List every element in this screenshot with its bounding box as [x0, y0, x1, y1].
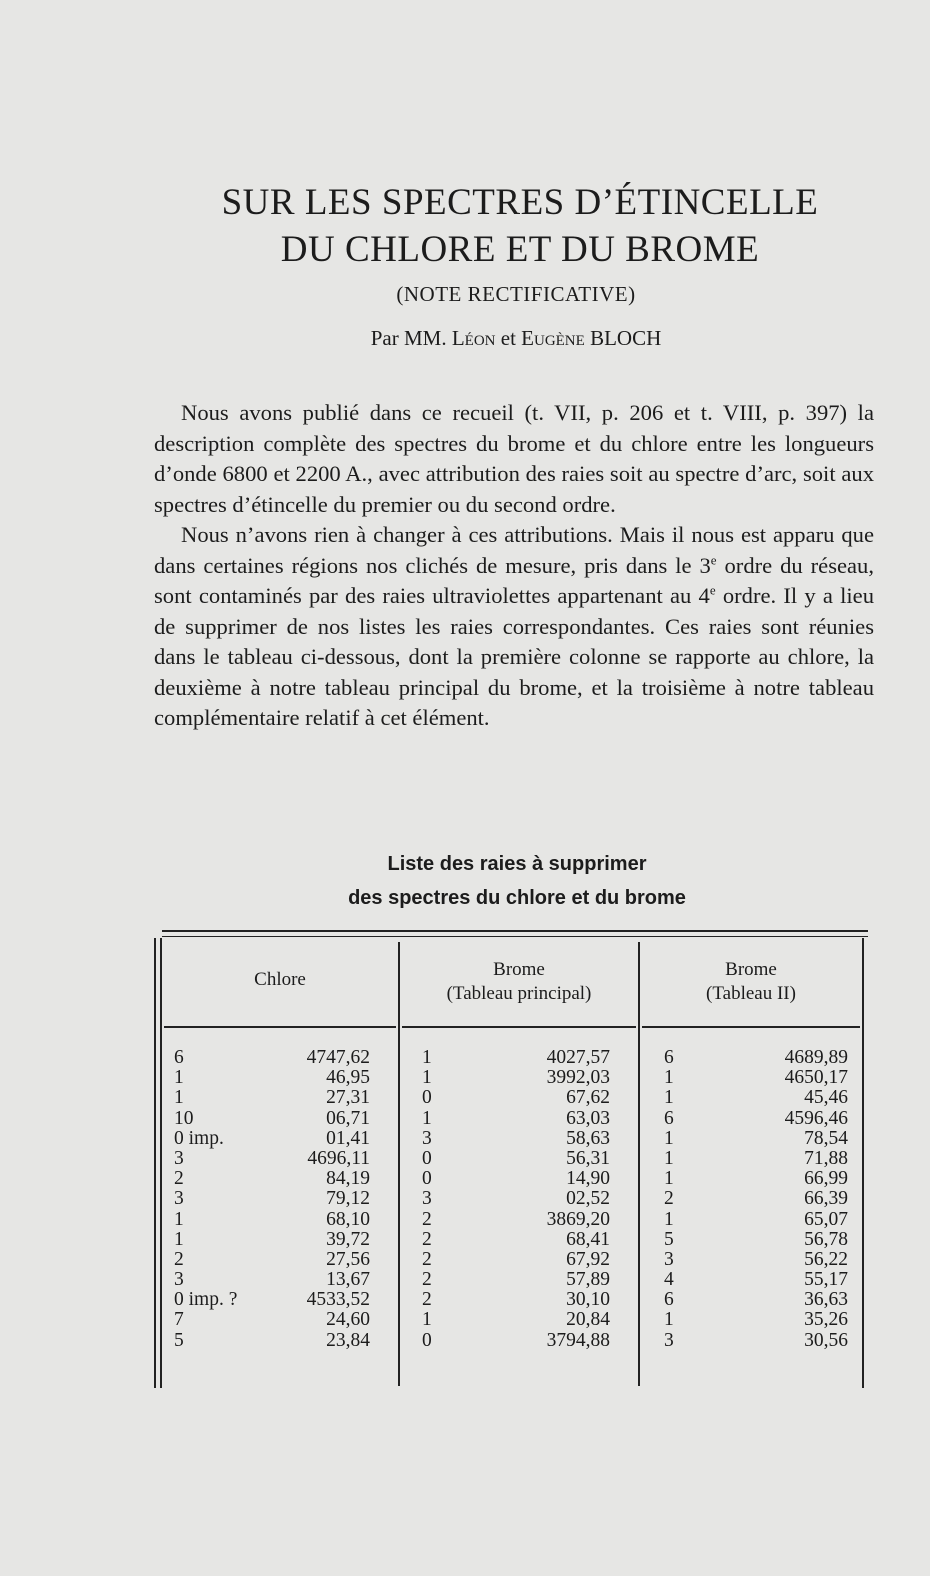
brome-ii-wavelength: 56,78 — [804, 1228, 848, 1250]
brome-principal-intensity: 0 — [422, 1168, 432, 1190]
header-rule — [642, 1026, 860, 1028]
brome-ii-intensity: 6 — [664, 1047, 674, 1068]
chlore-intensity: 2 — [174, 1248, 184, 1270]
subtitle: (NOTE RECTIFICATIVE) — [396, 282, 636, 306]
table-caption-line-1: Liste des raies à supprimer — [387, 853, 647, 875]
column-header-brome-tableau-ii-line-1: Brome — [725, 959, 777, 980]
chlore-wavelength: 06,71 — [326, 1107, 370, 1129]
body-text — [154, 398, 874, 734]
brome-ii-wavelength: 30,56 — [804, 1329, 848, 1351]
brome-principal-wavelength: 14,90 — [566, 1168, 610, 1190]
brome-ii-intensity: 1 — [664, 1168, 674, 1190]
brome-ii-intensity: 2 — [664, 1188, 674, 1210]
table-row — [152, 1290, 868, 1310]
header-rule — [402, 1026, 636, 1028]
brome-ii-intensity: 1 — [664, 1127, 674, 1149]
brome-principal-wavelength: 3869,20 — [546, 1208, 610, 1230]
brome-ii-wavelength: 78,54 — [804, 1127, 848, 1149]
brome-ii-wavelength: 4689,89 — [784, 1047, 848, 1068]
chlore-wavelength: 27,56 — [326, 1248, 370, 1270]
brome-ii-intensity: 1 — [664, 1147, 674, 1169]
author-conjunction: et — [500, 326, 516, 350]
paragraph-1: Nous avons publié dans ce recueil (t. VII, p. 206 et t. VIII, p. 397) la description complète des spectres du brome et du chlore entre les longueurs d’onde 6800 et 2200 A., avec attribution des raies soit au spectre d’arc, soit aux spectres d’étincelle du premier ou du second ordre. — [154, 400, 874, 517]
brome-principal-wavelength: 68,41 — [566, 1228, 610, 1250]
brome-principal-wavelength: 3992,03 — [546, 1067, 610, 1089]
header-rule — [164, 1026, 396, 1028]
chlore-intensity: 10 — [174, 1107, 194, 1129]
brome-ii-wavelength: 66,99 — [804, 1168, 848, 1190]
brome-ii-wavelength: 55,17 — [804, 1269, 848, 1291]
table-row — [152, 1068, 868, 1088]
brome-ii-intensity: 1 — [664, 1087, 674, 1109]
chlore-wavelength: 39,72 — [326, 1228, 370, 1250]
table-row — [152, 1149, 868, 1169]
brome-ii-intensity: 3 — [664, 1329, 674, 1351]
table-row — [152, 1109, 868, 1129]
brome-principal-wavelength: 57,89 — [566, 1269, 610, 1291]
brome-ii-intensity: 1 — [664, 1309, 674, 1331]
table-row — [152, 1129, 868, 1149]
column-header-brome-tableau-ii — [642, 958, 860, 1006]
brome-principal-intensity: 2 — [422, 1228, 432, 1250]
chlore-intensity: 5 — [174, 1329, 184, 1351]
brome-principal-intensity: 0 — [422, 1329, 432, 1351]
brome-principal-wavelength: 58,63 — [566, 1127, 610, 1149]
brome-principal-wavelength: 02,52 — [566, 1188, 610, 1210]
brome-ii-wavelength: 36,63 — [804, 1289, 848, 1311]
paragraph-2-part-a: Nous n’avons rien à changer à ces attributions. Mais il nous est apparu que dans certaines régions nos clichés de mesure, pris dans le 3 — [154, 522, 874, 578]
table-row — [152, 1250, 868, 1270]
brome-ii-intensity: 4 — [664, 1269, 674, 1291]
brome-principal-intensity: 1 — [422, 1309, 432, 1331]
brome-principal-intensity: 2 — [422, 1248, 432, 1270]
table-row — [152, 1230, 868, 1250]
brome-principal-wavelength: 56,31 — [566, 1147, 610, 1169]
brome-principal-intensity: 3 — [422, 1188, 432, 1210]
chlore-intensity: 2 — [174, 1168, 184, 1190]
chlore-intensity: 3 — [174, 1188, 184, 1210]
table-caption-line-2: des spectres du chlore et du brome — [348, 887, 686, 909]
byline — [0, 326, 930, 351]
brome-ii-wavelength: 35,26 — [804, 1309, 848, 1331]
brome-principal-intensity: 0 — [422, 1147, 432, 1169]
brome-principal-intensity: 3 — [422, 1127, 432, 1149]
table-top-rule — [162, 930, 868, 932]
title-line-2: DU CHLORE ET DU BROME — [280, 229, 760, 270]
chlore-intensity: 0 imp. — [174, 1127, 224, 1149]
table-row — [152, 1189, 868, 1209]
paragraph-2-part-c: ordre. Il y a lieu de supprimer de nos listes les raies correspondantes. Ces raies sont réunies dans le tableau ci-dessous, dont la première colonne se rapporte au chlore, la deuxième à notre tableau principal du brome, et la troisième à notre tableau complémentaire relatif à cet élément. — [154, 583, 874, 730]
chlore-wavelength: 46,95 — [326, 1067, 370, 1089]
chlore-intensity: 1 — [174, 1228, 184, 1250]
table-row — [152, 1088, 868, 1108]
table-row — [152, 1048, 868, 1068]
chlore-intensity: 3 — [174, 1147, 184, 1169]
brome-principal-intensity: 2 — [422, 1289, 432, 1311]
column-header-brome-tableau-ii-line-2: (Tableau II) — [706, 983, 796, 1004]
chlore-intensity: 7 — [174, 1309, 184, 1331]
column-header-brome-principal — [402, 958, 636, 1006]
lines-table — [152, 930, 868, 1390]
brome-ii-intensity: 1 — [664, 1067, 674, 1089]
table-row — [152, 1331, 868, 1351]
chlore-wavelength: 84,19 — [326, 1168, 370, 1190]
chlore-wavelength: 79,12 — [326, 1188, 370, 1210]
chlore-wavelength: 23,84 — [326, 1329, 370, 1351]
author-first-name: Léon — [451, 326, 496, 350]
brome-ii-wavelength: 71,88 — [804, 1147, 848, 1169]
brome-principal-wavelength: 67,92 — [566, 1248, 610, 1270]
column-header-chlore: Chlore — [254, 969, 306, 990]
author-surname: BLOCH — [590, 326, 662, 350]
chlore-intensity: 6 — [174, 1047, 184, 1068]
chlore-wavelength: 01,41 — [326, 1127, 370, 1149]
chlore-wavelength: 24,60 — [326, 1309, 370, 1331]
brome-ii-wavelength: 56,22 — [804, 1248, 848, 1270]
brome-principal-wavelength: 30,10 — [566, 1289, 610, 1311]
brome-ii-intensity: 1 — [664, 1208, 674, 1230]
table-body — [152, 1048, 868, 1351]
brome-principal-intensity: 2 — [422, 1269, 432, 1291]
chlore-intensity: 1 — [174, 1087, 184, 1109]
brome-ii-intensity: 6 — [664, 1107, 674, 1129]
brome-principal-intensity: 1 — [422, 1107, 432, 1129]
chlore-wavelength: 68,10 — [326, 1208, 370, 1230]
brome-principal-intensity: 2 — [422, 1208, 432, 1230]
brome-ii-intensity: 3 — [664, 1248, 674, 1270]
brome-ii-wavelength: 66,39 — [804, 1188, 848, 1210]
brome-principal-wavelength: 20,84 — [566, 1309, 610, 1331]
ordinal-superscript: e — [710, 551, 717, 567]
chlore-wavelength: 13,67 — [326, 1269, 370, 1291]
brome-principal-wavelength: 63,03 — [566, 1107, 610, 1129]
chlore-wavelength: 4533,52 — [306, 1289, 370, 1311]
brome-principal-intensity: 1 — [422, 1047, 432, 1068]
chlore-wavelength: 27,31 — [326, 1087, 370, 1109]
table-row — [152, 1270, 868, 1290]
paragraph-2 — [154, 520, 874, 734]
brome-principal-wavelength: 3794,88 — [546, 1329, 610, 1351]
brome-principal-intensity: 0 — [422, 1087, 432, 1109]
column-header-brome-principal-line-2: (Tableau principal) — [446, 983, 592, 1004]
brome-principal-wavelength: 4027,57 — [546, 1047, 610, 1068]
table-row — [152, 1169, 868, 1189]
author-second-name: Eugène — [521, 326, 585, 350]
chlore-intensity: 1 — [174, 1067, 184, 1089]
brome-principal-wavelength: 67,62 — [566, 1087, 610, 1109]
brome-ii-wavelength: 45,46 — [804, 1087, 848, 1109]
table-row — [152, 1310, 868, 1330]
paragraph-2-part-b: ordre du réseau, sont contaminés par des raies ultraviolettes appartenant au 4 — [154, 552, 874, 608]
column-header-brome-principal-line-1: Brome — [493, 959, 545, 980]
chlore-intensity: 0 imp. ? — [174, 1289, 238, 1311]
table-row — [152, 1210, 868, 1230]
brome-ii-intensity: 6 — [664, 1289, 674, 1311]
brome-ii-intensity: 5 — [664, 1228, 674, 1250]
chlore-wavelength: 4696,11 — [307, 1147, 370, 1169]
brome-principal-intensity: 1 — [422, 1067, 432, 1089]
chlore-intensity: 3 — [174, 1269, 184, 1291]
title-line-1: SUR LES SPECTRES D’ÉTINCELLE — [221, 182, 819, 223]
brome-ii-wavelength: 4596,46 — [784, 1107, 848, 1129]
brome-ii-wavelength: 65,07 — [804, 1208, 848, 1230]
table-top-rule-thin — [162, 936, 868, 937]
byline-prefix: Par MM. — [370, 326, 447, 350]
brome-ii-wavelength: 4650,17 — [784, 1067, 848, 1089]
chlore-intensity: 1 — [174, 1208, 184, 1230]
chlore-wavelength: 4747,62 — [306, 1047, 370, 1068]
ordinal-superscript: e — [709, 582, 716, 598]
